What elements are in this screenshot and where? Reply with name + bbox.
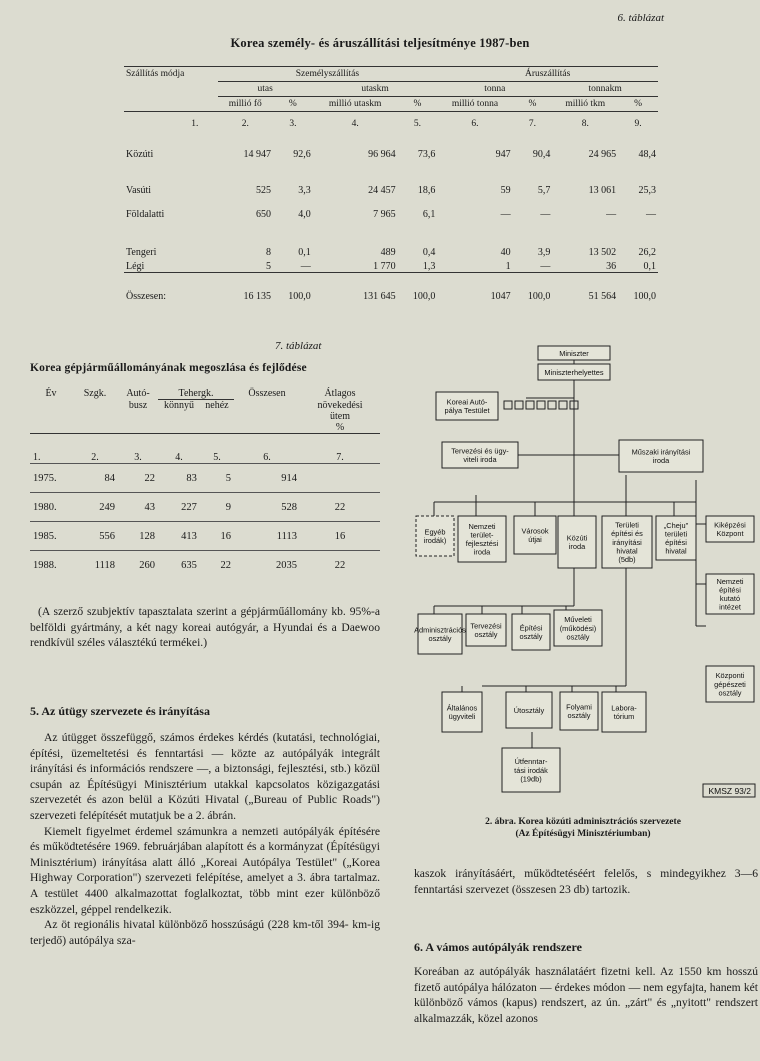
box-utfenntartasi-irodak-label: tási irodák [514, 765, 548, 775]
t6-cell: — [273, 258, 313, 273]
t6-subheader: millió tonna [437, 97, 512, 112]
t6-cell: 73,6 [417, 148, 436, 160]
box-kozponti-gepeszeti-osztaly-label: osztály [718, 688, 742, 698]
kat-subunit-box [526, 401, 534, 409]
t6-row-label: Vasúti [126, 184, 151, 196]
kmsz-code: KMSZ 93/2 [708, 786, 751, 796]
t7-cell: 22 [200, 551, 234, 580]
t7-column-number: 3. [118, 434, 158, 464]
section5-body [30, 730, 380, 948]
box-muveleti-osztaly-label: Műveleti [564, 615, 592, 625]
t6-subheader: millió utaskm [313, 97, 398, 112]
t7-cell: 227 [158, 493, 200, 522]
t6-header-mode: Szállítás módja [124, 67, 218, 82]
box-cheju-teruleti-hivatal-label: területi [664, 529, 688, 539]
box-nemzeti-teruletfejlesztesi-iroda-label: fejlesztési [465, 539, 499, 549]
t7-h-novekedesi: növekedési [317, 399, 363, 411]
t7-cell: 16 [200, 522, 234, 551]
t6-cell: 90,4 [532, 148, 551, 160]
box-folyami-osztaly-label: Folyami [566, 702, 592, 712]
t6-cell: — [606, 208, 617, 220]
t6-column-number: 3. [289, 118, 297, 129]
t6-cell: — [500, 208, 511, 220]
t6-cell: 24 457 [368, 184, 396, 196]
t6-row [124, 136, 658, 160]
t6-header-tonnakm: tonnakm [552, 82, 658, 97]
t6-header-aru: Áruszállítás [437, 67, 658, 82]
t6-cell: 51 564 [588, 291, 617, 302]
right-col-continuation [414, 866, 758, 897]
box-kikepzesi-kozpont-label: Központ [716, 529, 744, 539]
t6-cell: 947 [495, 148, 511, 160]
t6-cell: 0,4 [422, 246, 436, 258]
t6-cell: 6,1 [422, 208, 436, 220]
t6-subheader: millió tkm [552, 97, 618, 112]
diagram-caption-line2: (Az Építésügyi Minisztériumban) [515, 829, 651, 839]
t7-h-busz: busz [128, 399, 148, 411]
right-col-p1: kaszok irányításáért, működtetéséért felelős, s mindegyikhez 3—6 fenntartási szervezet (összesen 23 db) tartozik. [414, 867, 758, 896]
table7 [30, 388, 380, 580]
t6-cell: 131 645 [363, 291, 396, 302]
t6-subheader: % [398, 97, 438, 112]
section5-p2: Kiemelt figyelmet érdemel számunkra a nemzeti autópályák építésére és működtetésére 1969. februárjában alapított és a kormányzat (Építésügyi Minisztérium) irányítása alatt álló „Koreai Autópálya Testület" („Korea Highway Corporation") szervezeti felépítése, amelyet a 3. ábra tartalmaz. A testület 4400 alkalmazottat foglalkoztat, több mint ezer különböző eszközzel, géppel rendelkezik. [30, 824, 380, 916]
t6-cell: 4,0 [298, 208, 311, 220]
t6-cell: 18,6 [417, 184, 436, 196]
t7-row [30, 464, 380, 493]
t7-cell: 22 [300, 551, 380, 580]
t6-cell: 8 [266, 246, 272, 258]
t6-header-utas: utas [218, 82, 313, 97]
box-tervezesi-osztaly-label: Tervezési [470, 621, 502, 631]
t6-row [124, 258, 658, 273]
t7-cell: 249 [72, 493, 118, 522]
box-tervezesi-ugyviteli-iroda-label: viteli iroda [463, 455, 497, 465]
box-adminisztracios-osztaly [414, 614, 466, 654]
diagram-caption [406, 816, 760, 840]
kat-subunit-box [504, 401, 512, 409]
t7-cell: 128 [118, 522, 158, 551]
box-koreai-autopalya-testulet-label: pálya Testület [444, 406, 490, 416]
t6-row [124, 272, 658, 302]
t6-header-utaskm: utaskm [313, 82, 438, 97]
box-teruleti-epitesi-hivatal [602, 516, 652, 568]
t6-column-number: 6. [471, 118, 479, 129]
t6-header-szemely: Személyszállítás [218, 67, 438, 82]
t6-cell: 5,7 [537, 184, 551, 196]
box-muszaki-iranyitasi-iroda [619, 440, 703, 472]
box-tervezesi-osztaly-label: osztály [474, 630, 498, 640]
box-nemzeti-teruletfejlesztesi-iroda-label: terület- [470, 530, 494, 540]
box-nemzeti-epitesi-kutato-intezet [706, 574, 754, 614]
t7-column-number: 4. [158, 434, 200, 464]
t7-cell: 83 [158, 464, 200, 493]
t6-cell: 59 [500, 184, 511, 196]
box-cheju-teruleti-hivatal-label: hivatal [665, 546, 687, 556]
t6-column-number: 4. [351, 118, 359, 129]
t6-cell: 1 [437, 258, 512, 273]
t7-year: 1988. [30, 551, 72, 580]
t6-cell: 48,4 [638, 148, 656, 160]
box-nemzeti-epitesi-kutato-intezet-label: építési [719, 585, 741, 595]
box-kozponti-gepeszeti-osztaly-label: Központi [715, 671, 745, 681]
box-nemzeti-epitesi-kutato-intezet-label: Nemzeti [716, 576, 744, 586]
box-epitesi-osztaly-label: Építési [519, 623, 543, 633]
box-muveleti-osztaly-label: osztály [566, 632, 590, 642]
t7-row [30, 522, 380, 551]
t6-cell: 1047 [490, 291, 511, 302]
kat-subunit-box [548, 401, 556, 409]
t6-subheader: millió fő [218, 97, 274, 112]
t6-row-label: Légi [124, 258, 218, 273]
t6-cell: 36 [552, 258, 618, 273]
t6-cell: 16 135 [243, 291, 272, 302]
t7-year: 1985. [30, 522, 72, 551]
t6-cell: — [646, 208, 656, 220]
t7-cell [300, 464, 380, 493]
t6-cell: 92,6 [293, 148, 311, 160]
kat-subunit-box [559, 401, 567, 409]
box-laboratorium [602, 692, 646, 732]
t6-cell: 3,3 [298, 184, 311, 196]
t6-row-label: Közúti [126, 148, 154, 160]
box-folyami-osztaly-label: osztály [567, 711, 591, 721]
t7-row [30, 493, 380, 522]
t6-cell: 26,2 [638, 246, 656, 258]
t6-cell: 13 502 [588, 246, 617, 258]
t6-header-tonna: tonna [437, 82, 552, 97]
box-egyeb-irodak-label: irodák) [423, 536, 447, 546]
note-text: (A szerző szubjektív tapasztalata szerint a gépjárműállomány kb. 95%-a belföldi gyártmány, a két nagy koreai autógyár, a Hyundai és a Daewoo rendkívül széles választékú termékei.) [30, 605, 380, 650]
t7-column-number: 6. [234, 434, 300, 464]
table7-label: 7. táblázat [275, 340, 322, 352]
box-teruleti-epitesi-hivatal-label: Területi [615, 520, 639, 530]
t6-cell: 14 947 [243, 148, 272, 160]
box-muveleti-osztaly-label: (működési) [559, 623, 597, 633]
t6-cell: 525 [256, 184, 272, 196]
box-varosok-utjai-label: útjai [528, 535, 542, 545]
box-muszaki-iranyitasi-iroda-label: iroda [652, 456, 670, 466]
box-epitesi-osztaly [512, 614, 550, 650]
t6-row [124, 196, 658, 220]
t7-cell: 556 [72, 522, 118, 551]
box-nemzeti-teruletfejlesztesi-iroda-label: iroda [473, 547, 491, 557]
t6-cell: 1,3 [398, 258, 438, 273]
t7-h-osszesen: Összesen [248, 388, 286, 400]
t6-cell: 40 [500, 246, 511, 258]
box-utosztaly [506, 692, 552, 728]
t6-cell: 1 770 [313, 258, 398, 273]
t6-column-number: 5. [413, 118, 421, 129]
t7-column-number: 2. [72, 434, 118, 464]
t7-cell: 413 [158, 522, 200, 551]
kat-subunits [504, 401, 578, 409]
box-teruleti-epitesi-hivatal-label: építési és [611, 529, 643, 539]
t7-h-tehergk: Tehergk. [158, 388, 234, 400]
t7-cell: 84 [72, 464, 118, 493]
table6-label: 6. táblázat [617, 12, 664, 24]
t6-column-number: 1. [191, 118, 199, 129]
t7-h-nehez: nehéz [205, 400, 229, 411]
box-epitesi-osztaly-label: osztály [519, 632, 543, 642]
section6-body [414, 964, 758, 1026]
box-kozponti-gepeszeti-osztaly [706, 666, 754, 702]
heading-section-5: 5. Az útügy szervezete és irányítása [30, 704, 210, 718]
t6-row [124, 220, 658, 258]
t7-h-auto: Autó- [126, 388, 150, 400]
t6-cell: 0,1 [298, 246, 311, 258]
box-kozuti-iroda-label: Közúti [566, 533, 588, 543]
t6-subheader: % [513, 97, 553, 112]
section6-p1: Koreában az autópályák használatáért fizetni kell. Az 1550 km hosszú fizető autópálya hálózaton — érdekes módon — nem egyfajta, hanem két különböző vámos (kapus) rendszert, az ún. „zárt" és „nyitott" rendszert alkalmazzák, közel azonos [414, 965, 758, 1025]
box-kozuti-iroda-label: iroda [568, 542, 586, 552]
box-nemzeti-epitesi-kutato-intezet-label: intézet [719, 602, 741, 612]
t6-cell: 100,0 [288, 291, 311, 302]
t7-column-number: 1. [30, 434, 72, 464]
diagram-caption-line1: 2. ábra. Korea közúti adminisztrációs szervezete [485, 817, 681, 827]
box-koreai-autopalya-testulet [436, 392, 498, 420]
box-nemzeti-epitesi-kutato-intezet-label: kutató [719, 594, 741, 604]
t6-cell: 100,0 [633, 291, 656, 302]
box-laboratorium-label: Labora- [611, 703, 637, 713]
t6-cell: 0,1 [618, 258, 658, 273]
box-kozuti-iroda [558, 516, 596, 568]
box-altalanos-ugyviteli [442, 692, 482, 732]
t6-subheader: % [618, 97, 658, 112]
box-adminisztracios-osztaly-label: osztály [428, 634, 452, 644]
t7-h-ev: Év [45, 388, 57, 400]
box-folyami-osztaly [560, 692, 598, 730]
t6-cell: 100,0 [412, 291, 436, 302]
box-teruleti-epitesi-hivatal-label: hivatal [616, 546, 638, 556]
t7-h-utem: ütem [330, 411, 350, 422]
t7-h-konnyu: könnyű [163, 400, 194, 411]
t6-row-label: Földalatti [126, 208, 165, 220]
t6-column-number: 8. [581, 118, 589, 129]
t6-cell: 5 [218, 258, 274, 273]
t7-cell: 1113 [234, 522, 300, 551]
t7-cell: 914 [234, 464, 300, 493]
heading-section-6: 6. A vámos autópályák rendszere [414, 940, 582, 954]
t7-row [30, 551, 380, 580]
t6-subheader: % [273, 97, 313, 112]
box-egyeb-irodak-label: Egyéb [424, 527, 446, 537]
t7-cell: 22 [300, 493, 380, 522]
t6-row-label: Tengeri [126, 246, 157, 258]
box-muveleti-osztaly [554, 610, 602, 646]
t6-cell: 489 [380, 246, 396, 258]
t7-cell: 5 [200, 464, 234, 493]
t7-column-number: 5. [200, 434, 234, 464]
box-utfenntartasi-irodak-label: Útfenntar- [514, 757, 548, 767]
note-paragraph [30, 604, 380, 651]
t6-cell: 650 [256, 208, 272, 220]
t7-h-pct: % [335, 422, 345, 433]
box-adminisztracios-osztaly-label: Adminisztrációs [414, 625, 466, 635]
box-kikepzesi-kozpont-label: Kiképzési [714, 520, 746, 530]
box-laboratorium-label: tórium [613, 712, 635, 722]
box-utosztaly-label: Útosztály [513, 705, 545, 715]
box-cheju-teruleti-hivatal-label: „Cheju" [663, 520, 689, 530]
t6-cell: 100,0 [527, 291, 551, 302]
org-chart-diagram [406, 330, 760, 812]
box-tervezesi-ugyviteli-iroda-label: Tervezési és ügy- [451, 446, 509, 456]
t6-cell: 3,9 [537, 246, 551, 258]
t7-cell: 22 [118, 464, 158, 493]
t7-cell: 2035 [234, 551, 300, 580]
t6-cell: — [540, 208, 551, 220]
table7-title: Korea gépjárműállományának megoszlása és fejlődése [30, 362, 307, 374]
box-teruleti-epitesi-hivatal-label: irányítási [612, 537, 642, 547]
box-varosok-utjai-label: Városok [521, 526, 549, 536]
t7-year: 1980. [30, 493, 72, 522]
t6-cell: 24 965 [588, 148, 617, 160]
box-koreai-autopalya-testulet-label: Koreai Autó- [446, 397, 488, 407]
box-muszaki-iranyitasi-iroda-label: Műszaki irányítási [631, 447, 691, 457]
box-altalanos-ugyviteli-label: Általános [446, 703, 478, 713]
box-cheju-teruleti-hivatal [656, 516, 696, 560]
t7-cell: 528 [234, 493, 300, 522]
t6-cell: 13 061 [588, 184, 617, 196]
t6-column-number: 2. [241, 118, 249, 129]
t6-row-label: Összesen: [126, 291, 166, 302]
table6 [124, 66, 658, 302]
table6-title: Korea személy- és áruszállítási teljesítménye 1987-ben [230, 36, 530, 50]
t7-cell: 1118 [72, 551, 118, 580]
t7-cell: 635 [158, 551, 200, 580]
kat-subunit-box [537, 401, 545, 409]
box-kikepzesi-kozpont [706, 516, 754, 542]
box-miniszterhelyettes-label: Miniszterhelyettes [544, 367, 604, 377]
box-cheju-teruleti-hivatal-label: építési [665, 538, 687, 548]
t7-cell: 16 [300, 522, 380, 551]
box-tervezesi-ugyviteli-iroda [442, 442, 518, 468]
section5-p1: Az útügget összefüggő, számos érdekes kérdés (kutatási, technológiai, építési, üzemeltetési és fenntartási — közte az autópályák integrált irányítási és információs rendszere —, a biztonsági, fejlesztési, stb.) közül csupán az Építésügyi Minisztérium utakkal kapcsolatos közigazgatási szervezetét és azon belül a Közúti Hivatal („Bureau of Public Roads") szervezeti felépítését mutatjuk be a 2. ábrán. [30, 731, 380, 822]
t6-column-number: 7. [528, 118, 537, 129]
box-utfenntartasi-irodak [502, 748, 560, 792]
t6-column-number: 9. [634, 118, 642, 129]
box-kozponti-gepeszeti-osztaly-label: gépészeti [714, 679, 746, 689]
t6-row [124, 160, 658, 196]
box-nemzeti-teruletfejlesztesi-iroda [458, 516, 506, 562]
t7-year: 1975. [30, 464, 72, 493]
box-egyeb-irodak [416, 516, 454, 556]
t6-cell: 25,3 [638, 184, 656, 196]
section5-p3: Az öt regionális hivatal különböző hosszúságú (228 km-től 394- km-ig terjedő) autópálya sza- [30, 918, 380, 947]
box-varosok-utjai [514, 516, 556, 554]
box-altalanos-ugyviteli-label: ügyviteli [448, 712, 476, 722]
t6-cell: 7 965 [373, 208, 396, 220]
box-miniszter-label: Miniszter [559, 348, 589, 358]
box-tervezesi-osztaly [466, 614, 506, 646]
kat-subunit-box [515, 401, 523, 409]
box-nemzeti-teruletfejlesztesi-iroda-label: Nemzeti [468, 521, 496, 531]
box-teruleti-epitesi-hivatal-label: (5db) [618, 555, 636, 564]
t7-h-atlagos: Átlagos [324, 388, 356, 400]
box-miniszterhelyettes [538, 364, 610, 380]
t6-cell: 96 964 [368, 148, 396, 160]
t6-cell: — [513, 258, 553, 273]
t7-cell: 43 [118, 493, 158, 522]
box-miniszter [538, 346, 610, 360]
t7-column-number: 7. [300, 434, 380, 464]
t7-cell: 260 [118, 551, 158, 580]
box-utfenntartasi-irodak-label: (19db) [520, 774, 542, 784]
t7-cell: 9 [200, 493, 234, 522]
t7-h-szgk: Szgk. [83, 388, 107, 400]
